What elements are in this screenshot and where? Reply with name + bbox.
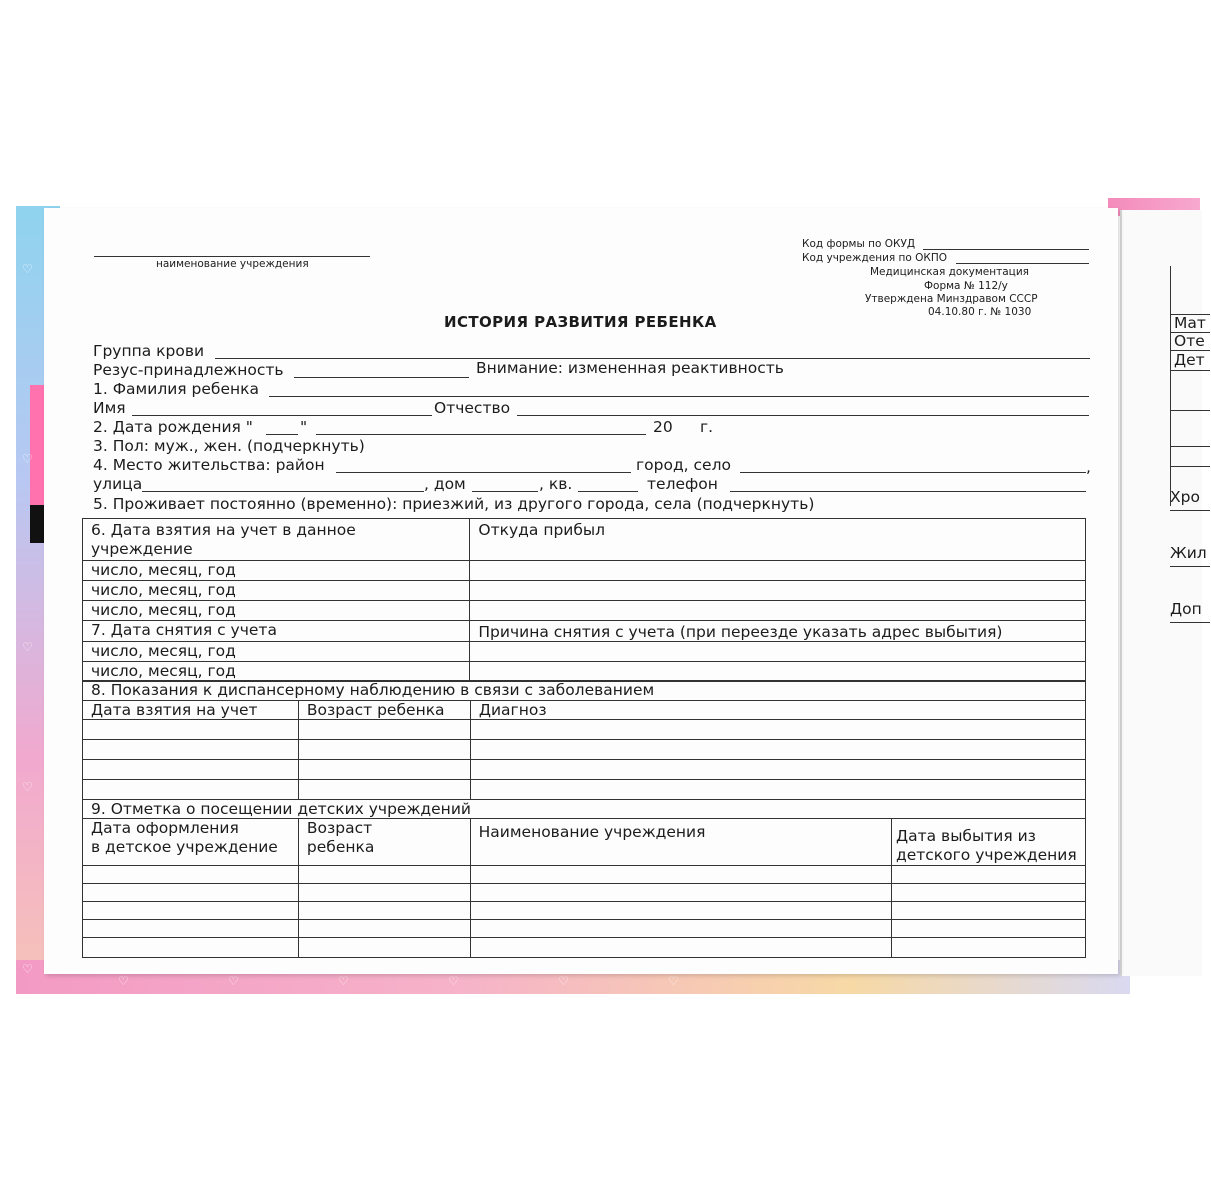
institution-cell[interactable] [298, 938, 470, 958]
deregistration-date-header: 7. Дата снятия с учета [83, 621, 470, 642]
dispensary-cell[interactable] [83, 720, 299, 740]
institution-cell[interactable] [298, 902, 470, 920]
next-page-row-father: Оте [1174, 332, 1205, 350]
arrived-from-cell[interactable] [470, 601, 1086, 621]
dispensary-cell[interactable] [470, 720, 1085, 740]
institution-cell[interactable] [470, 866, 891, 884]
city-comma: , [1086, 458, 1091, 476]
dispensary-cell[interactable] [83, 740, 299, 760]
registration-date-cell[interactable]: число, месяц, год [83, 561, 470, 581]
institution-cell[interactable] [470, 920, 891, 938]
surname-label: 1. Фамилия ребенка [93, 380, 260, 398]
heart-icon: ♡ [668, 974, 679, 988]
institution-cell[interactable] [83, 866, 299, 884]
dispensary-cell[interactable] [470, 740, 1085, 760]
patronymic-label: Отчество [434, 399, 511, 417]
registration-date-cell[interactable]: число, месяц, год [83, 581, 470, 601]
next-page-additional: Доп [1170, 600, 1202, 618]
heart-icon: ♡ [558, 974, 569, 988]
institution-cell[interactable] [892, 938, 1086, 958]
dispensary-date-header: Дата взятия на учет [83, 701, 299, 720]
heart-icon: ♡ [22, 640, 33, 654]
arrived-from-cell[interactable] [470, 581, 1086, 601]
dispensary-cell[interactable] [298, 740, 470, 760]
attention-label: Внимание: измененная реактивность [476, 359, 784, 377]
phone-label: телефон [647, 475, 718, 493]
form-number: Форма № 112/у [924, 280, 1008, 292]
heart-icon: ♡ [22, 452, 33, 466]
apartment-label: , кв. [539, 475, 573, 493]
page-title: ИСТОРИЯ РАЗВИТИЯ РЕБЕНКА [444, 313, 717, 331]
heart-icon: ♡ [338, 974, 349, 988]
house-label: , дом [424, 475, 466, 493]
next-page [1120, 210, 1207, 976]
name-field[interactable] [132, 415, 432, 416]
sex-label: 3. Пол: муж., жен. (подчеркнуть) [93, 437, 365, 455]
birth-date-label: 2. Дата рождения " [93, 418, 253, 436]
leaving-date-header: Дата выбытия из детского учреждения [892, 819, 1086, 866]
next-page-row-mother: Мат [1174, 314, 1206, 332]
city-label: город, село [636, 456, 731, 474]
section-9-title: 9. Отметка о посещении детских учреждений [83, 800, 1086, 819]
birth-year-suffix: г. [700, 418, 714, 436]
institution-cell[interactable] [892, 866, 1086, 884]
next-page-table [1170, 266, 1211, 506]
dispensary-table [82, 680, 1086, 800]
next-page-row-children: Дет [1174, 351, 1205, 369]
enrollment-date-header: Дата оформления в детское учреждение [83, 819, 299, 866]
registration-date-header: 6. Дата взятия на учет в данное учреждение [83, 519, 470, 561]
institution-cell[interactable] [298, 866, 470, 884]
next-page-housing: Жил [1170, 544, 1207, 562]
okpo-label: Код учреждения по ОКПО [802, 252, 948, 264]
institution-cell[interactable] [892, 920, 1086, 938]
registration-date-cell[interactable]: число, месяц, год [83, 601, 470, 621]
name-label: Имя [93, 399, 126, 417]
dispensary-cell[interactable] [83, 780, 299, 800]
heart-icon: ♡ [118, 974, 129, 988]
birth-day-field[interactable] [266, 434, 298, 435]
okud-field[interactable] [923, 249, 1089, 250]
dispensary-cell[interactable] [470, 780, 1085, 800]
rhesus-field[interactable] [294, 377, 469, 378]
okud-label: Код формы по ОКУД [802, 238, 916, 250]
institution-cell[interactable] [470, 884, 891, 902]
blood-group-label: Группа крови [93, 342, 205, 360]
institution-cell[interactable] [298, 884, 470, 902]
patronymic-field[interactable] [517, 415, 1089, 416]
residence-status-label: 5. Проживает постоянно (временно): приезжий, из другого города, села (подчеркнуть) [93, 495, 815, 513]
institution-cell[interactable] [83, 884, 299, 902]
registration-table [82, 518, 1086, 682]
apartment-field[interactable] [578, 491, 638, 492]
section-8-title: 8. Показания к диспансерному наблюдению в связи с заболеванием [83, 681, 1086, 701]
deregistration-date-cell[interactable]: число, месяц, год [83, 642, 470, 662]
institution-caption: наименование учреждения [156, 258, 309, 270]
institution-name-header: Наименование учреждения [470, 819, 891, 866]
birth-month-field[interactable] [316, 434, 646, 435]
surname-field[interactable] [269, 396, 1089, 397]
heart-icon: ♡ [22, 780, 33, 794]
child-institutions-table [82, 799, 1086, 958]
rhesus-label: Резус-принадлежность [93, 361, 284, 379]
dispensary-cell[interactable] [298, 760, 470, 780]
institution-cell[interactable] [470, 938, 891, 958]
heart-icon: ♡ [22, 962, 33, 976]
institution-line[interactable] [94, 256, 370, 257]
approved-label: Утверждена Минздравом СССР [865, 293, 1038, 305]
institution-cell[interactable] [83, 920, 299, 938]
next-page-chronic: Хро [1170, 488, 1200, 506]
dispensary-cell[interactable] [83, 760, 299, 780]
deregistration-reason-cell[interactable] [470, 662, 1086, 682]
phone-field[interactable] [730, 491, 1086, 492]
institution-cell[interactable] [470, 902, 891, 920]
arrived-from-header: Откуда прибыл [470, 519, 1086, 561]
child-age-header: Возраст ребенка [298, 819, 470, 866]
city-field[interactable] [740, 472, 1086, 473]
form-page [44, 208, 1118, 974]
heart-icon: ♡ [22, 262, 33, 276]
institution-cell[interactable] [83, 902, 299, 920]
street-field[interactable] [142, 491, 424, 492]
deregistration-reason-header: Причина снятия с учета (при переезде указать адрес выбытия) [470, 621, 1086, 642]
arrived-from-cell[interactable] [470, 561, 1086, 581]
approval-date: 04.10.80 г. № 1030 [928, 306, 1032, 318]
residence-label: 4. Место жительства: район [93, 456, 325, 474]
dispensary-cell[interactable] [298, 720, 470, 740]
med-doc-label: Медицинская документация [870, 266, 1029, 278]
dispensary-age-header: Возраст ребенка [298, 701, 470, 720]
dispensary-cell[interactable] [298, 780, 470, 800]
institution-cell[interactable] [83, 938, 299, 958]
dispensary-cell[interactable] [470, 760, 1085, 780]
deregistration-date-cell[interactable]: число, месяц, год [83, 662, 470, 682]
street-label: улица [93, 475, 143, 493]
cover-black-shape [30, 505, 44, 543]
institution-cell[interactable] [298, 920, 470, 938]
district-field[interactable] [336, 472, 631, 473]
institution-cell[interactable] [892, 902, 1086, 920]
house-field[interactable] [472, 491, 538, 492]
birth-date-quote: " [300, 418, 308, 436]
heart-icon: ♡ [228, 974, 239, 988]
dispensary-diagnosis-header: Диагноз [470, 701, 1085, 720]
institution-cell[interactable] [892, 884, 1086, 902]
birth-year-prefix: 20 [653, 418, 673, 436]
okpo-field[interactable] [956, 263, 1089, 264]
deregistration-reason-cell[interactable] [470, 642, 1086, 662]
heart-icon: ♡ [448, 974, 459, 988]
